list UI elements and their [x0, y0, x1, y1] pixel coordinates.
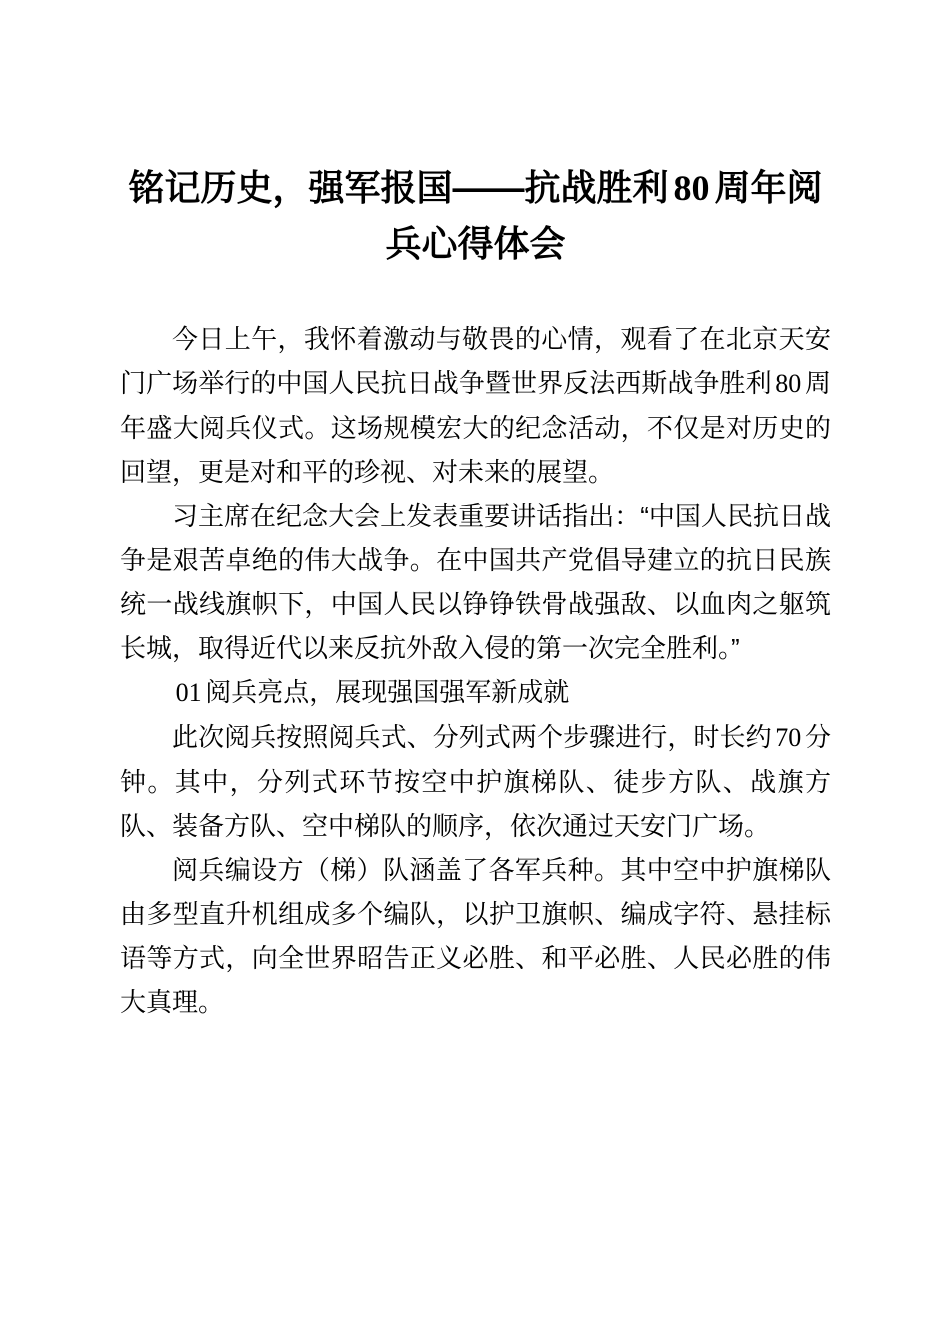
serif-number: 80: [775, 369, 802, 398]
paragraph: 习主席在纪念大会上发表重要讲话指出：“中国人民抗日战争是艰苦卓绝的伟大战争。在中国共产党倡导建立的抗日民族统一战线旗帜下，中国人民以铮铮铁骨战强敌、以血肉之躯筑长城，取得近代以来反抗外敌入侵的第一次完全胜利。”: [120, 501, 831, 663]
paragraph: 01 阅兵亮点，展现强国强军新成就: [175, 677, 570, 707]
paragraph: 今日上午，我怀着激动与敬畏的心情，观看了在北京天安门广场举行的中国人民抗日战争暨世界反法西斯战争胜利 80 周年盛大阅兵仪式。这场规模宏大的纪念活动，不仅是对历史的回望，更是对和平的珍视、对未来的展望。: [120, 324, 831, 487]
serif-number: 70: [775, 723, 802, 752]
serif-number: 80: [673, 168, 710, 208]
serif-number: 01: [175, 678, 202, 707]
document-body: [120, 317, 831, 1024]
paragraph: 阅兵编设方（梯）队涵盖了各军兵种。其中空中护旗梯队由多型直升机组成多个编队，以护卫旗帜、编成字符、悬挂标语等方式，向全世界昭告正义必胜、和平必胜、人民必胜的伟大真理。: [120, 855, 831, 1017]
document-title: 铭记历史，强军报国——抗战胜利 80 周年阅兵心得体会: [128, 167, 823, 264]
paragraph: 此次阅兵按照阅兵式、分列式两个步骤进行，时长约 70 分钟。其中，分列式环节按空中护旗梯队、徒步方队、战旗方队、装备方队、空中梯队的顺序，依次通过天安门广场。: [120, 722, 831, 841]
